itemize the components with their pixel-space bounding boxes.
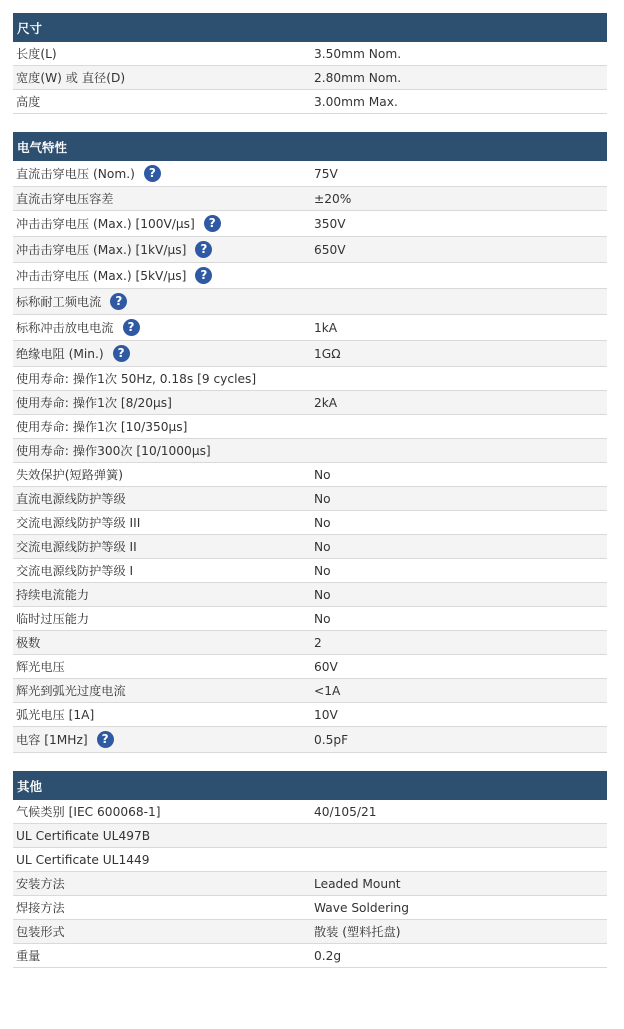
spec-row <box>13 872 607 896</box>
spec-value: No <box>314 515 331 530</box>
spec-row <box>13 315 607 341</box>
spec-label-cell <box>13 853 310 867</box>
question-icon[interactable]: ? <box>123 319 140 336</box>
spec-value: 3.00mm Max. <box>314 94 398 109</box>
spec-row <box>13 415 607 439</box>
spec-row <box>13 703 607 727</box>
spec-value: 2 <box>314 635 322 650</box>
spec-value: 10V <box>314 707 338 722</box>
spec-label-cell <box>13 658 310 675</box>
spec-label-cell <box>13 875 310 892</box>
spec-value: 1kA <box>314 320 338 335</box>
spec-row <box>13 896 607 920</box>
spec-label-cell <box>13 899 310 916</box>
spec-section <box>13 132 607 753</box>
spec-label: 直流击穿电压容差 <box>16 192 114 206</box>
spec-row <box>13 800 607 824</box>
spec-label: 标称耐工频电流 <box>16 295 102 309</box>
spec-label-cell <box>13 241 310 258</box>
spec-label: 使用寿命: 操作1次 [8/20μs] <box>16 396 172 410</box>
spec-label-cell <box>13 165 310 182</box>
spec-label: 辉光到弧光过度电流 <box>16 684 126 698</box>
spec-value: 2kA <box>314 395 338 410</box>
spec-label: 重量 <box>16 949 41 963</box>
spec-label: 直流电源线防护等级 <box>16 492 126 506</box>
spec-label: 安装方法 <box>16 877 65 891</box>
spec-label: 持续电流能力 <box>16 588 90 602</box>
spec-row <box>13 583 607 607</box>
spec-label: 使用寿命: 操作1次 [10/350μs] <box>16 420 188 434</box>
spec-row <box>13 341 607 367</box>
spec-label: 气候类别 [IEC 600068-1] <box>16 805 161 819</box>
spec-label-cell <box>13 319 310 336</box>
spec-label-cell <box>13 93 310 110</box>
spec-label-cell <box>13 514 310 531</box>
spec-label: 电容 [1MHz] <box>16 733 88 747</box>
spec-row <box>13 487 607 511</box>
spec-label-cell <box>13 586 310 603</box>
spec-label: 辉光电压 <box>16 660 65 674</box>
spec-value: No <box>314 587 331 602</box>
spec-row <box>13 161 607 187</box>
spec-row <box>13 66 607 90</box>
spec-value: <1A <box>314 683 341 698</box>
spec-label: 宽度(W) 或 直径(D) <box>16 71 126 85</box>
spec-label-cell <box>13 267 310 284</box>
spec-value: 1GΩ <box>314 346 341 361</box>
spec-label: UL Certificate UL1449 <box>16 852 150 867</box>
spec-value: 3.50mm Nom. <box>314 46 402 61</box>
spec-label: 使用寿命: 操作1次 50Hz, 0.18s [9 cycles] <box>16 372 257 386</box>
spec-label-cell <box>13 610 310 627</box>
spec-row <box>13 237 607 263</box>
spec-label: 交流电源线防护等级 II <box>16 540 137 554</box>
spec-value: 650V <box>314 242 346 257</box>
spec-label-cell <box>13 562 310 579</box>
spec-row <box>13 607 607 631</box>
spec-value: 2.80mm Nom. <box>314 70 402 85</box>
spec-label-cell <box>13 69 310 86</box>
spec-row <box>13 391 607 415</box>
spec-label-cell <box>13 45 310 62</box>
spec-label-cell <box>13 923 310 940</box>
spec-label: 焊接方法 <box>16 901 65 915</box>
spec-row <box>13 679 607 703</box>
spec-label: 使用寿命: 操作300次 [10/1000μs] <box>16 444 211 458</box>
question-icon[interactable]: ? <box>144 165 161 182</box>
spec-label-cell <box>13 370 310 387</box>
spec-row <box>13 824 607 848</box>
spec-rows <box>13 42 607 114</box>
spec-label-cell <box>13 418 310 435</box>
spec-row <box>13 944 607 968</box>
spec-label: 直流击穿电压 (Nom.) <box>16 167 135 181</box>
spec-row <box>13 511 607 535</box>
spec-label: 包装形式 <box>16 925 65 939</box>
question-icon[interactable]: ? <box>195 241 212 258</box>
question-icon[interactable]: ? <box>97 731 114 748</box>
spec-value: 40/105/21 <box>314 804 377 819</box>
spec-row <box>13 211 607 237</box>
spec-value: 350V <box>314 216 346 231</box>
spec-value: No <box>314 467 331 482</box>
spec-label-cell <box>13 394 310 411</box>
spec-label: UL Certificate UL497B <box>16 828 151 843</box>
spec-label: 绝缘电阻 (Min.) <box>16 347 104 361</box>
spec-label: 冲击击穿电压 (Max.) [5kV/μs] <box>16 269 187 283</box>
spec-label: 交流电源线防护等级 I <box>16 564 134 578</box>
spec-label-cell <box>13 538 310 555</box>
spec-value: 0.2g <box>314 948 342 963</box>
spec-label-cell <box>13 345 310 362</box>
spec-row <box>13 920 607 944</box>
spec-label-cell <box>13 731 310 748</box>
spec-row <box>13 631 607 655</box>
spec-row <box>13 655 607 679</box>
spec-table <box>13 13 607 986</box>
section-heading: 电气特性 <box>13 132 607 161</box>
spec-rows <box>13 161 607 753</box>
spec-value: 75V <box>314 166 338 181</box>
question-icon[interactable]: ? <box>113 345 130 362</box>
spec-label-cell <box>13 682 310 699</box>
spec-value: 散装 (塑料托盘) <box>314 925 401 939</box>
spec-row <box>13 559 607 583</box>
spec-label-cell <box>13 190 310 207</box>
spec-row <box>13 848 607 872</box>
spec-row <box>13 535 607 559</box>
spec-label-cell <box>13 706 310 723</box>
spec-value: 60V <box>314 659 338 674</box>
spec-row <box>13 463 607 487</box>
spec-section <box>13 13 607 114</box>
spec-label-cell <box>13 803 310 820</box>
spec-row <box>13 263 607 289</box>
spec-value: ±20% <box>314 191 352 206</box>
spec-row <box>13 367 607 391</box>
question-icon[interactable]: ? <box>110 293 127 310</box>
question-icon[interactable]: ? <box>195 267 212 284</box>
spec-label: 弧光电压 [1A] <box>16 708 95 722</box>
spec-row <box>13 187 607 211</box>
spec-value: No <box>314 539 331 554</box>
spec-label-cell <box>13 634 310 651</box>
spec-label-cell <box>13 490 310 507</box>
spec-label-cell <box>13 293 310 310</box>
spec-label: 交流电源线防护等级 III <box>16 516 141 530</box>
spec-value: Leaded Mount <box>314 876 401 891</box>
spec-label-cell <box>13 442 310 459</box>
section-heading: 尺寸 <box>13 13 607 42</box>
spec-label: 长度(L) <box>16 47 57 61</box>
spec-row <box>13 42 607 66</box>
spec-label: 失效保护(短路弹簧) <box>16 468 124 482</box>
spec-label-cell <box>13 947 310 964</box>
spec-row <box>13 90 607 114</box>
spec-label-cell <box>13 215 310 232</box>
spec-value: No <box>314 611 331 626</box>
spec-row <box>13 289 607 315</box>
spec-label: 高度 <box>16 95 41 109</box>
spec-label: 冲击击穿电压 (Max.) [100V/μs] <box>16 217 195 231</box>
question-icon[interactable]: ? <box>204 215 221 232</box>
spec-row <box>13 439 607 463</box>
spec-label-cell <box>13 466 310 483</box>
spec-value: Wave Soldering <box>314 900 409 915</box>
section-heading: 其他 <box>13 771 607 800</box>
spec-label: 极数 <box>16 636 41 650</box>
spec-label-cell <box>13 829 310 843</box>
spec-value: No <box>314 491 331 506</box>
spec-row <box>13 727 607 753</box>
spec-label: 临时过压能力 <box>16 612 90 626</box>
spec-rows <box>13 800 607 968</box>
spec-value: 0.5pF <box>314 732 349 747</box>
spec-value: No <box>314 563 331 578</box>
spec-label: 标称冲击放电电流 <box>16 321 114 335</box>
spec-label: 冲击击穿电压 (Max.) [1kV/μs] <box>16 243 187 257</box>
spec-section <box>13 771 607 968</box>
